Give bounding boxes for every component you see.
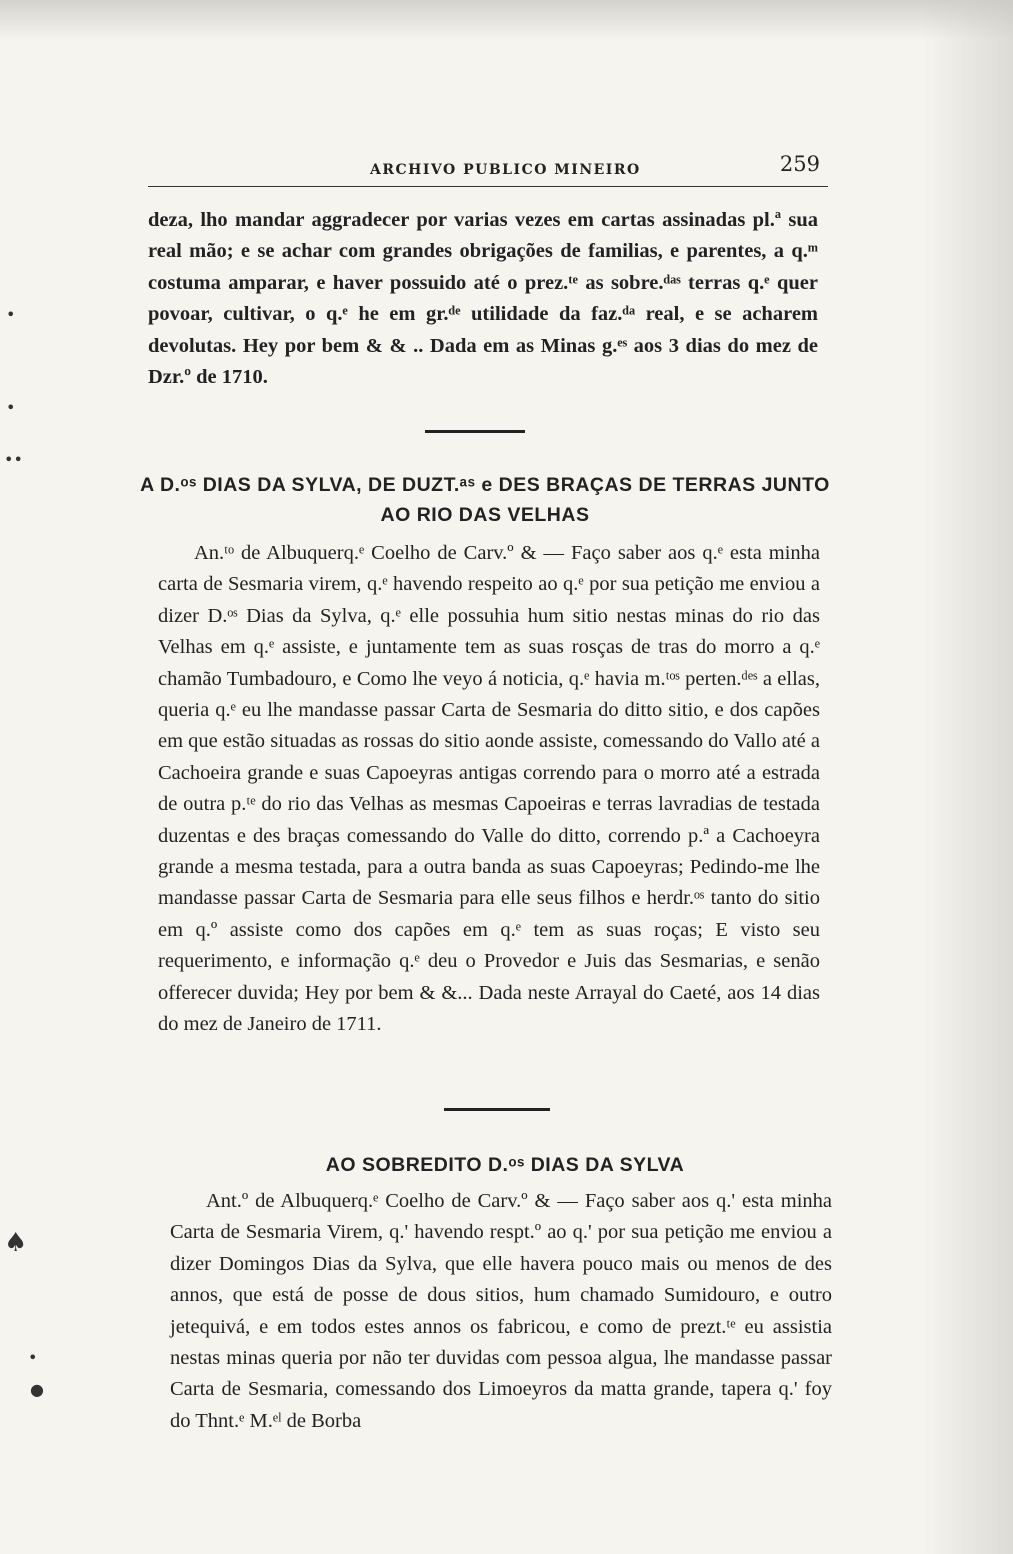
header-title: ARCHIVO PUBLICO MINEIRO [370, 162, 641, 178]
page-number: 259 [779, 152, 820, 176]
section-divider [444, 1108, 550, 1111]
margin-speck: • [6, 398, 16, 417]
margin-speck: • [6, 305, 16, 324]
section-heading: A D.ᵒˢ DIAS DA SYLVA, DE DUZT.ᵃˢ e DES BRAÇAS DE TERRAS JUNTO AO RIO DAS VELHAS [140, 474, 830, 526]
margin-speck: ♠ [4, 1228, 28, 1258]
section-paragraph: Ant.º de Albuquerq.ᵉ Coelho de Carv.º & — Faço saber aos q.' esta minha Carta de Sesmaria Virem, q.' havendo respt.º ao q.' por sua petição me enviou a dizer Domingos Dias da Sylva, que elle havera pouco mais ou menos de des annos, que está de posse de dous sitios, hum chamado Sumidouro, e outro jetequivá, e em todos estes annos os fabricou, e como de prezt.ᵗᵉ eu assistia nestas minas queria por não ter duvidas com pessoa algua, lhe mandasse passar Carta de Sesmaria, comessando dos Limoeyros da matta grande, tapera q.' foy do Thnt.ᵉ M.ᵉˡ de Borba [170, 1190, 832, 1432]
margin-speck: • [28, 1348, 38, 1367]
margin-speck: ● [30, 1380, 44, 1399]
scan-shadow-right [923, 0, 1013, 1554]
section-heading: AO SOBREDITO D.ᵒˢ DIAS DA SYLVA [325, 1154, 685, 1176]
margin-speck: •• [4, 450, 23, 469]
section-paragraph: An.ᵗᵒ de Albuquerq.ᵉ Coelho de Carv.º & — Faço saber aos q.ᵉ esta minha carta de Sesmaria virem, q.ᵉ havendo respeito ao q.ᵉ por sua petição me enviou a dizer D.ᵒˢ Dias da Sylva, q.ᵉ elle possuhia hum sitio nestas minas do rio das Velhas em q.ᵉ assiste, e juntamente tem as suas rosças de tras do morro a q.ᵉ chamão Tumbadouro, e Como lhe veyo á noticia, q.ᵉ havia m.ᵗᵒˢ perten.ᵈᵉˢ a ellas, queria q.ᵉ eu lhe mandasse passar Carta de Sesmaria do ditto sitio, e dos capões em que estão situadas as rossas do sitio aonde assiste, comessando do Vallo até a Cachoeira grande e suas Capoeyras antigas correndo para o morro até a estrada de outra p.ᵗᵉ do rio das Velhas as mesmas Capoeiras e terras lavradias de testada duzentas e des braças comessando do Valle do ditto, correndo p.ª a Cachoeyra grande a mesma testada, para a outra banda as suas Capoeyras; Pedindo-me lhe mandasse passar Carta de Sesmaria para elle seus filhos e herdr.ᵒˢ tanto do sitio em q.º assiste como dos capões em q.ᵉ tem as suas roças; E visto seu requerimento, e informação q.ᵉ deu o Provedor e Juis das Sesmarias, e senão offerecer duvida; Hey por bem & &... Dada neste Arrayal do Caeté, aos 14 dias do mez de Janeiro de 1711. [158, 542, 820, 1036]
scan-shadow-top [0, 0, 1013, 40]
section-divider [425, 430, 525, 433]
running-header [148, 152, 828, 188]
header-rule [148, 186, 828, 187]
paragraph-continued: deza, lho mandar aggradecer por varias vezes em cartas assinadas pl.ª sua real mão; e se achar com grandes obrigações de familias, e parentes, a q.ᵐ costuma amparar, e haver possuido até o prez.ᵗᵉ as sobre.ᵈᵃˢ terras q.ᵉ quer povoar, cultivar, o q.ᵉ he em gr.ᵈᵉ utilidade da faz.ᵈᵃ real, e se acharem devolutas. Hey por bem & & .. Dada em as Minas g.ᵉˢ aos 3 dias do mez de Dzr.º de 1710. [148, 209, 818, 389]
